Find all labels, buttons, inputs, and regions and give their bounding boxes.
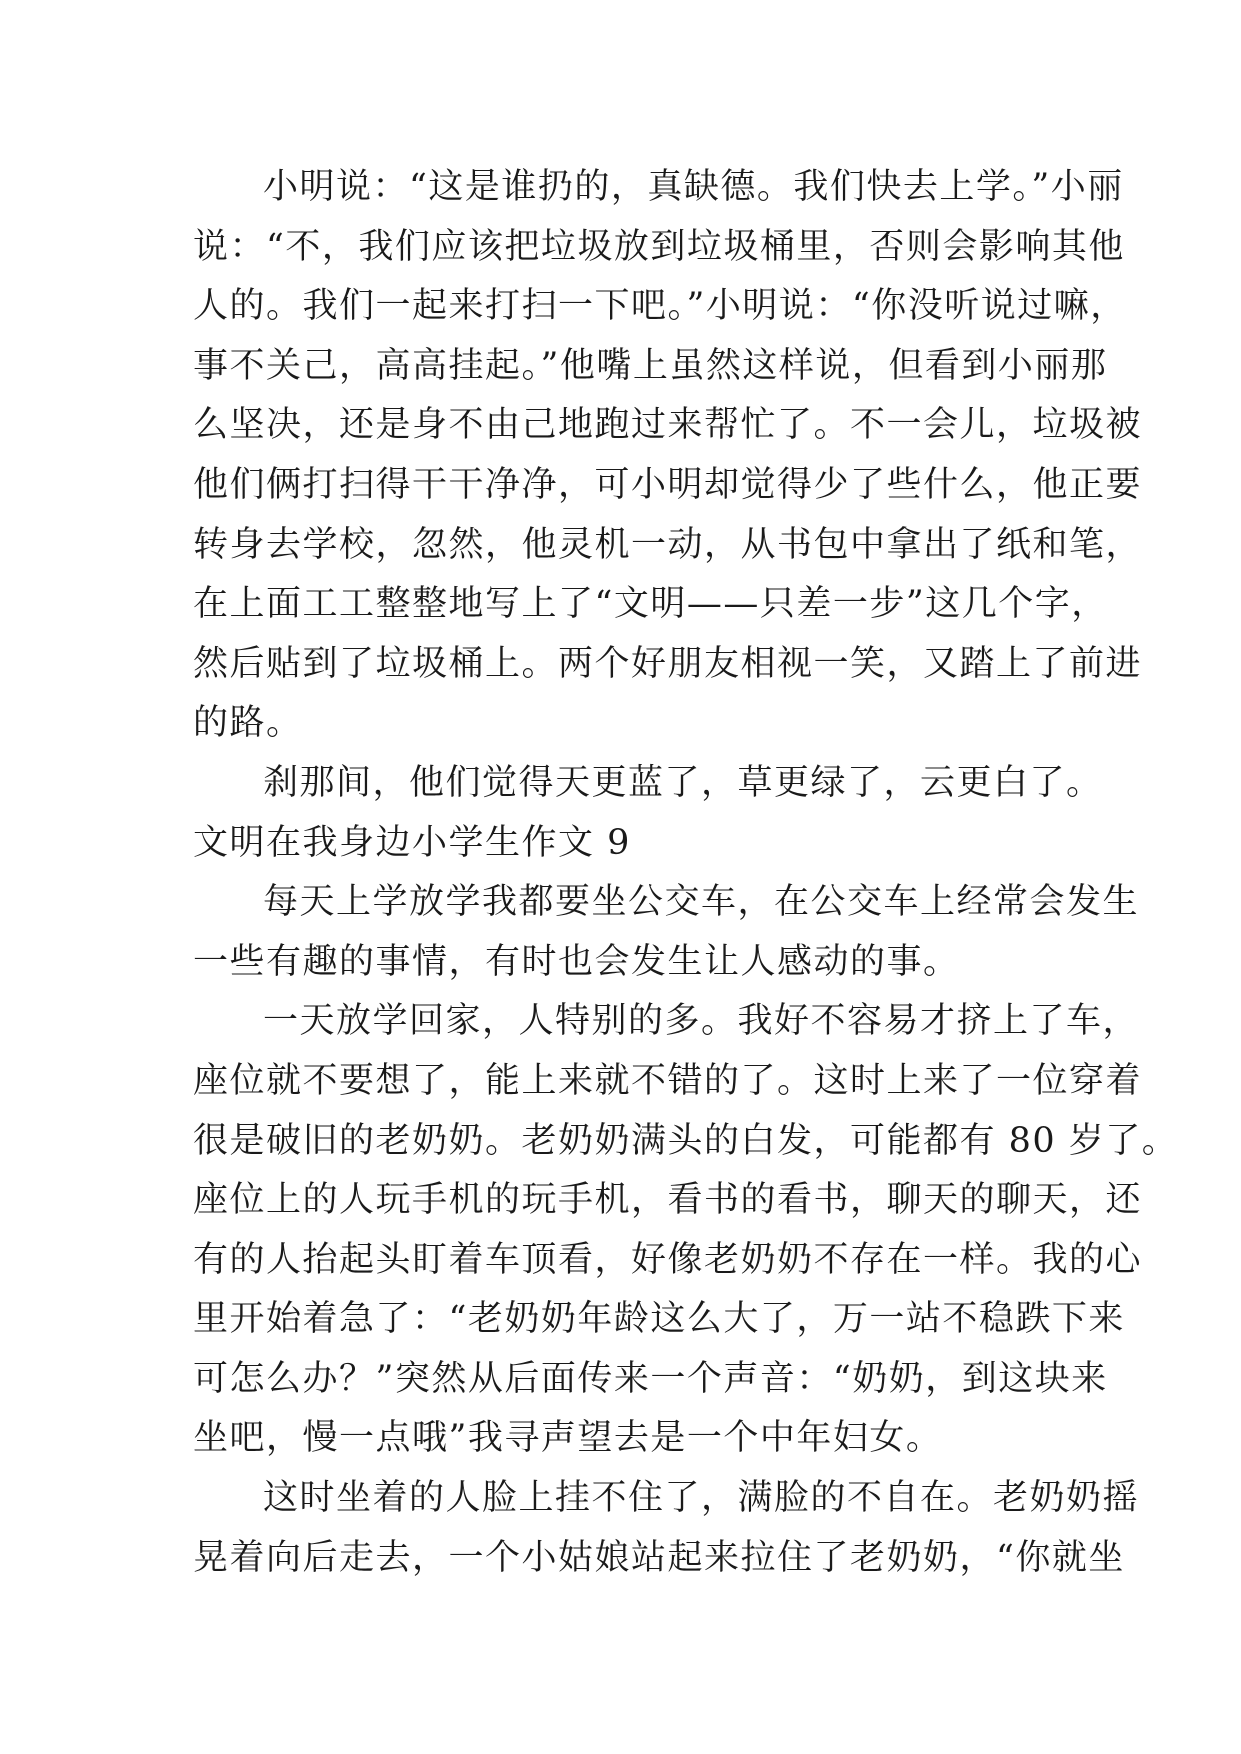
paragraph-line: 坐吧，慢一点哦”我寻声望去是一个中年妇女。 (193, 1418, 943, 1459)
paragraph-line: 一些有趣的事情，有时也会发生让人感动的事。 (193, 941, 960, 982)
paragraph-line: 刹那间，他们觉得天更蓝了，草更绿了，云更白了。 (263, 762, 1103, 803)
paragraph-line: 这时坐着的人脸上挂不住了，满脸的不自在。老奶奶摇 (263, 1478, 1140, 1519)
paragraph-line: 事不关己，高高挂起。”他嘴上虽然这样说，但看到小丽那 (193, 345, 1108, 386)
paragraph-line: 每天上学放学我都要坐公交车，在公交车上经常会发生 (263, 882, 1140, 923)
paragraph-line: 一天放学回家，人特别的多。我好不容易才挤上了车， (263, 1001, 1140, 1042)
paragraph-line: 的路。 (193, 703, 303, 744)
paragraph-line: 小明说：“这是谁扔的，真缺德。我们快去上学。”小丽 (263, 167, 1124, 207)
paragraph-line: 晃着向后走去，一个小姑娘站起来拉住了老奶奶，“你就坐 (193, 1537, 1125, 1578)
paragraph-line: 在上面工工整整地写上了“文明——只差一步”这几个字， (193, 584, 1108, 625)
essay-title: 文明在我身边小学生作文 9 (193, 822, 631, 863)
essay-body (193, 158, 1179, 1588)
paragraph-line: 他们俩打扫得干干净净，可小明却觉得少了些什么，他正要 (193, 464, 1143, 505)
paragraph-line: 人的。我们一起来打扫一下吧。”小明说：“你没听说过嘛， (193, 286, 1127, 327)
paragraph-line: 里开始着急了：“老奶奶年龄这么大了，万一站不稳跌下来 (193, 1299, 1125, 1340)
paragraph-line: 然后贴到了垃圾桶上。两个好朋友相视一笑，又踏上了前进 (193, 643, 1143, 684)
paragraph-line: 很是破旧的老奶奶。老奶奶满头的白发，可能都有 80 岁了。 (193, 1120, 1179, 1161)
paragraph-line: 说：“不，我们应该把垃圾放到垃圾桶里，否则会影响其他 (193, 226, 1125, 267)
paragraph-line: 转身去学校，忽然，他灵机一动，从书包中拿出了纸和笔， (193, 524, 1143, 565)
paragraph-line: 有的人抬起头盯着车顶看，好像老奶奶不存在一样。我的心 (193, 1239, 1143, 1280)
paragraph-line: 么坚决，还是身不由己地跑过来帮忙了。不一会儿，垃圾被 (193, 405, 1143, 446)
paragraph-line: 座位上的人玩手机的玩手机，看书的看书，聊天的聊天，还 (193, 1180, 1143, 1221)
paragraph-line: 座位就不要想了，能上来就不错的了。这时上来了一位穿着 (193, 1060, 1143, 1101)
paragraph-line: 可怎么办？”突然从后面传来一个声音：“奶奶，到这块来 (193, 1358, 1108, 1399)
